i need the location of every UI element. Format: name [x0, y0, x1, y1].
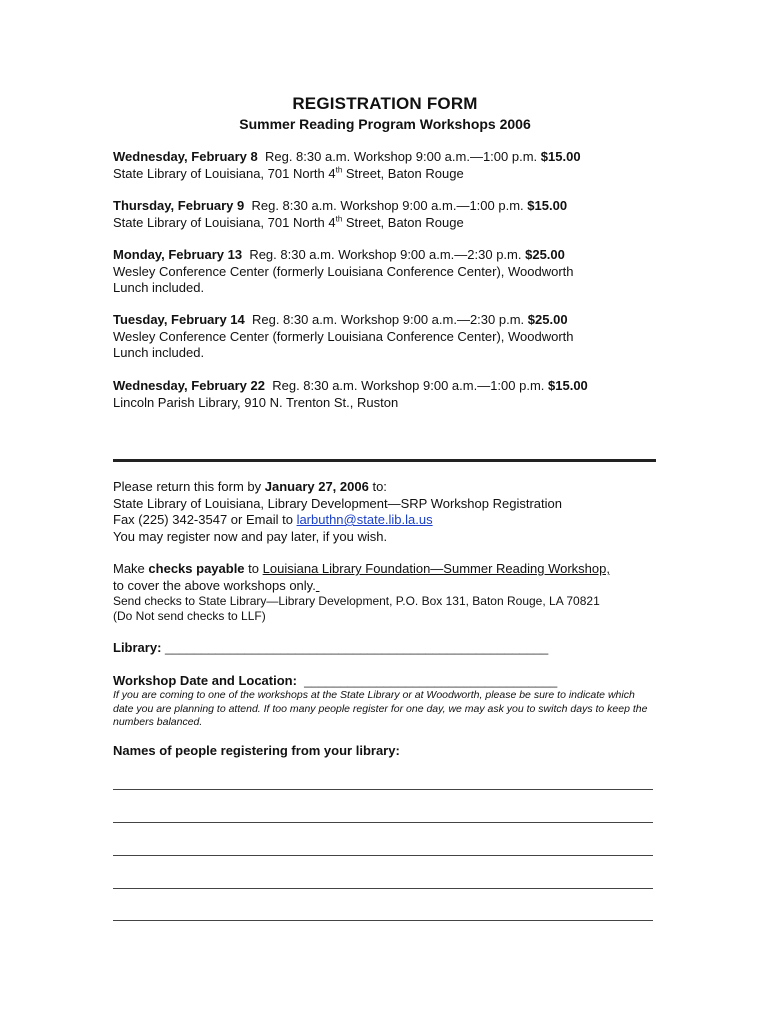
workshop-schedule-line [113, 247, 673, 264]
payment-to-text: to [248, 561, 260, 576]
workshop-day: Wednesday, February 22 [113, 378, 265, 393]
return-address: State Library of Louisiana, Library Development—SRP Workshop Registration [113, 495, 562, 511]
return-deadline [113, 479, 673, 496]
workshop-times: Reg. 8:30 a.m. Workshop 9:00 a.m.—1:00 p.m. [264, 149, 538, 164]
workshop-day: Thursday, February 9 [113, 198, 245, 213]
workshop-note: Lunch included. [113, 280, 205, 295]
checks-payable-text: checks payable [148, 561, 245, 576]
return-deadline-text: Please return this form by [113, 479, 262, 494]
payment-cover-text: to cover the above workshops only. [113, 577, 316, 593]
workshop-times: Reg. 8:30 a.m. Workshop 9:00 a.m.—1:00 p.m. [272, 378, 545, 393]
workshop-schedule-line [113, 198, 673, 215]
workshop-location [113, 166, 673, 183]
workshop-location-text: State Library of Louisiana, 701 North 4 [113, 165, 336, 181]
do-not-send-note: (Do Not send checks to LLF) [113, 609, 266, 623]
workshop-schedule-line [113, 149, 673, 166]
payment-instructions [113, 561, 673, 624]
workshop-location: Lincoln Parish Library, 910 N. Trenton St., Ruston [113, 394, 399, 410]
form-title: REGISTRATION FORM [292, 94, 478, 113]
return-instructions [113, 479, 673, 545]
workshop-location-text-end: Street, Baton Rouge [342, 165, 464, 181]
section-divider [113, 459, 656, 462]
name-entry-line[interactable] [113, 888, 653, 889]
workshop-day: Wednesday, February 8 [113, 149, 258, 164]
return-deadline-date: January 27, 2006 [264, 479, 369, 494]
workshop-note: Lunch included. [113, 345, 205, 360]
workshop-location-text: State Library of Louisiana, 701 North 4 [113, 214, 336, 230]
names-label: Names of people registering from your library: [113, 743, 400, 758]
name-entry-line[interactable] [113, 855, 653, 856]
workshop-date-blank-line[interactable]: ___________________________________ [304, 673, 558, 688]
ordinal-suffix: th [335, 165, 343, 175]
workshop-entry [113, 247, 673, 297]
return-contact [113, 512, 673, 529]
workshop-entry [113, 312, 673, 362]
payee-name: Louisiana Library Foundation—Summer Reading Workshop, [262, 561, 610, 576]
workshop-times: Reg. 8:30 a.m. Workshop 9:00 a.m.—2:30 p.m. [251, 312, 525, 327]
name-entry-line[interactable] [113, 789, 653, 790]
name-entry-line[interactable] [113, 822, 653, 823]
workshop-location: Wesley Conference Center (formerly Louisiana Conference Center), Woodworth [113, 328, 574, 344]
payment-line [113, 561, 673, 578]
workshop-schedule-line [113, 312, 673, 329]
workshop-location-text-end: Street, Baton Rouge [342, 214, 464, 230]
email-link[interactable]: larbuthn@state.lib.la.us [296, 512, 433, 527]
library-field[interactable] [113, 640, 673, 657]
workshop-location: Wesley Conference Center (formerly Louisiana Conference Center), Woodworth [113, 263, 574, 279]
return-deadline-suffix: to: [372, 479, 387, 494]
ordinal-suffix: th [335, 214, 343, 224]
library-label: Library: [113, 640, 162, 655]
name-entry-line[interactable] [113, 920, 653, 921]
workshop-times: Reg. 8:30 a.m. Workshop 9:00 a.m.—2:30 p.m. [249, 247, 522, 262]
workshop-day: Tuesday, February 14 [113, 312, 245, 327]
workshop-date-field[interactable] [113, 673, 673, 690]
workshop-day: Monday, February 13 [113, 247, 243, 262]
send-checks-address: Send checks to State Library—Library Development, P.O. Box 131, Baton Rouge, LA 70821 [113, 594, 600, 608]
workshop-price: $15.00 [540, 149, 581, 164]
workshop-price: $15.00 [527, 198, 568, 213]
workshop-times: Reg. 8:30 a.m. Workshop 9:00 a.m.—1:00 p.m. [251, 198, 524, 213]
payment-cover [113, 578, 673, 595]
workshop-price: $25.00 [525, 247, 565, 262]
workshop-location [113, 215, 673, 232]
library-blank-line[interactable]: _____________________________________________________ [165, 640, 549, 655]
workshop-price: $15.00 [548, 378, 588, 393]
workshop-price: $25.00 [527, 312, 568, 327]
workshop-entry [113, 198, 673, 231]
workshop-date-label: Workshop Date and Location: [113, 673, 297, 688]
register-now-note: You may register now and pay later, if you wish. [113, 528, 388, 544]
workshop-date-note: If you are coming to one of the workshops at the State Library or at Woodworth, please be sure to indicate which date you are planning to attend. If too many people register for one day, we may ask you to switch days to keep the numbers balanced. [113, 689, 648, 728]
form-subtitle: Summer Reading Program Workshops 2006 [239, 116, 531, 132]
payment-make-text: Make [113, 561, 145, 576]
workshop-schedule-line [113, 378, 673, 395]
fax-text: Fax (225) 342-3547 or Email to [113, 512, 293, 527]
workshop-entry [113, 378, 673, 411]
workshop-entry [113, 149, 673, 182]
